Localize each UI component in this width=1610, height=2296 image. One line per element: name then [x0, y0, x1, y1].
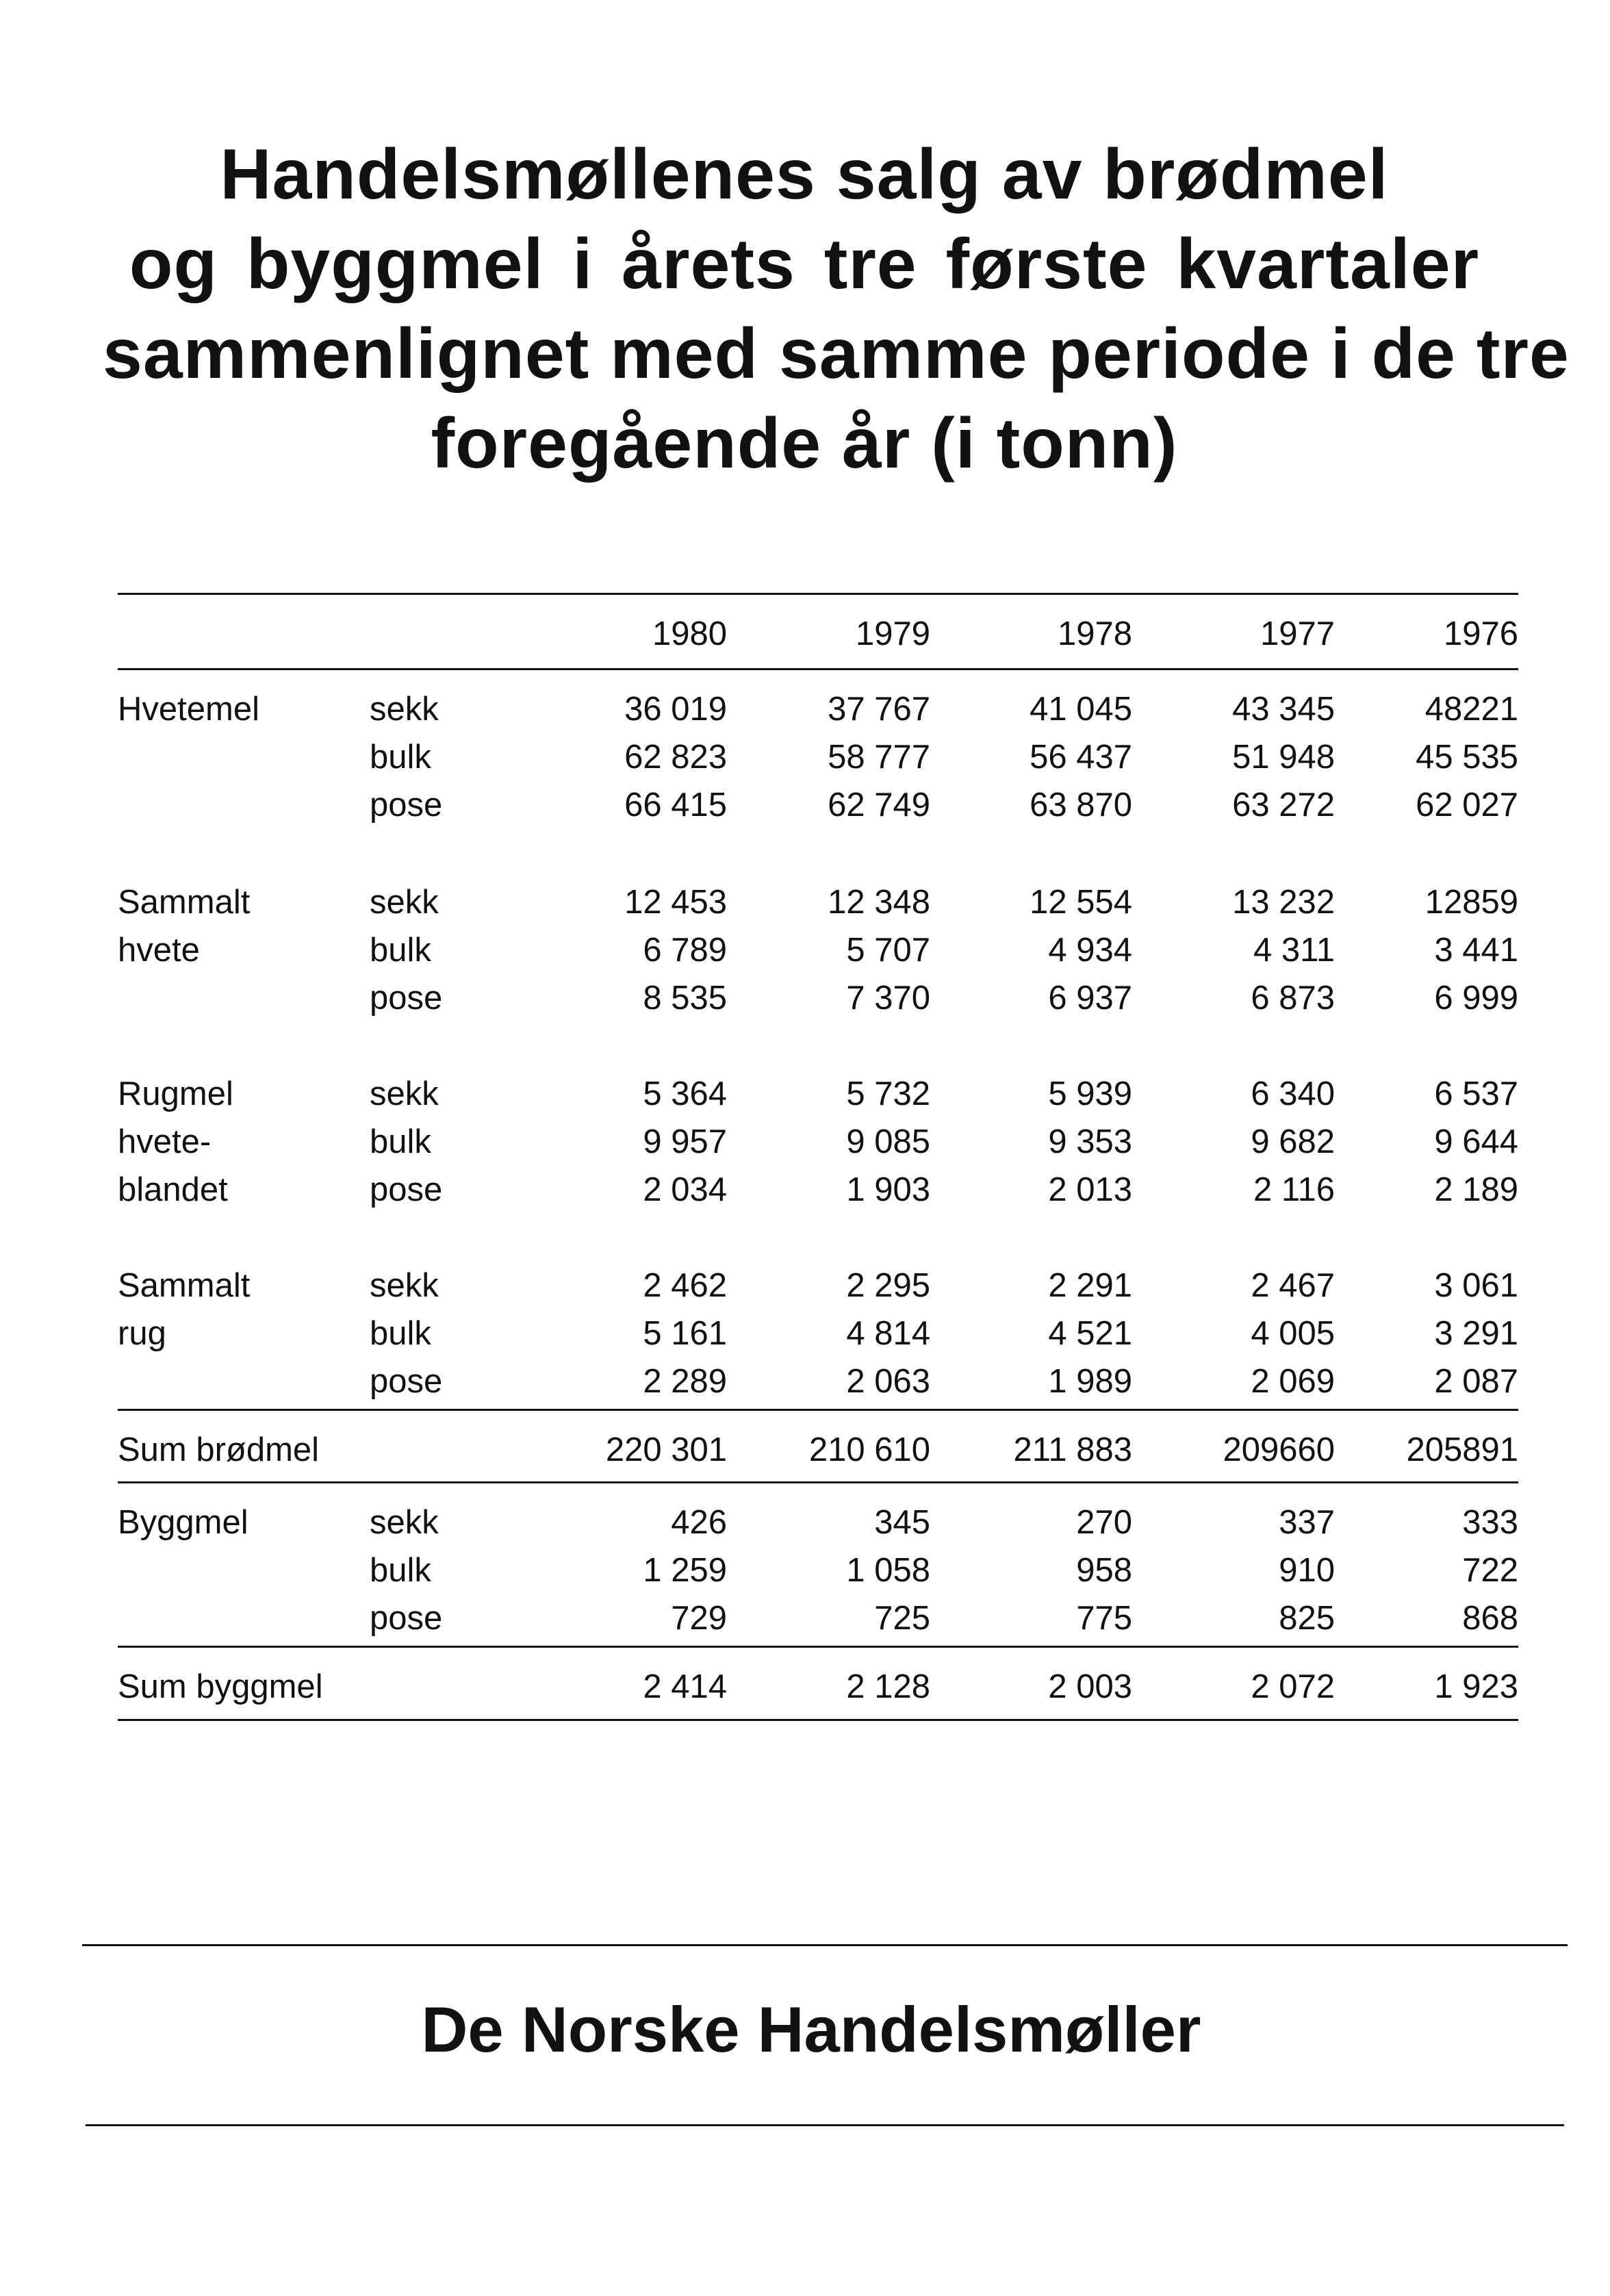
sum-brodmel-value: 211 883 — [1013, 1431, 1132, 1468]
group-label: Byggmel — [118, 1504, 248, 1541]
row-type-label: bulk — [370, 932, 431, 969]
group-label: rug — [118, 1315, 166, 1352]
row-type-label: pose — [370, 1171, 443, 1208]
title-line-3: sammenlignet med samme periode i de tre — [103, 314, 1570, 394]
table-row-value: 3 061 — [1434, 1267, 1518, 1304]
column-header-year: 1976 — [1443, 615, 1518, 652]
row-type-label: sekk — [370, 691, 439, 728]
table-row-value: 2 467 — [1251, 1267, 1335, 1304]
table-row-value: 58 777 — [828, 739, 930, 776]
group-label: hvete- — [118, 1123, 212, 1160]
table-row-value: 5 732 — [846, 1075, 930, 1112]
table-row-value: 51 948 — [1232, 739, 1335, 776]
table-row-value: 6 937 — [1048, 980, 1132, 1017]
group-label: hvete — [118, 932, 200, 969]
group-label: Hvetemel — [118, 691, 259, 728]
table-row-value: 36 019 — [624, 691, 727, 728]
table-row-value: 4 521 — [1048, 1315, 1132, 1352]
row-type-label: sekk — [370, 1504, 439, 1541]
table-rule-top — [118, 593, 1518, 595]
table-row-value: 6 873 — [1251, 980, 1335, 1017]
table-row-value: 910 — [1279, 1552, 1335, 1589]
table-row-value: 2 189 — [1434, 1171, 1518, 1208]
row-type-label: sekk — [370, 1075, 439, 1112]
table-rule-header — [118, 668, 1518, 670]
table-row-value: 66 415 — [624, 787, 727, 824]
table-row-value: 1 259 — [643, 1552, 727, 1589]
row-type-label: sekk — [370, 1267, 439, 1304]
table-row-value: 4 814 — [846, 1315, 930, 1352]
sum-byggmel-value: 2 003 — [1048, 1668, 1132, 1705]
table-row-value: 8 535 — [643, 980, 727, 1017]
title-line-2: og byggmel i årets tre første kvartaler — [129, 225, 1480, 304]
row-type-label: bulk — [370, 1552, 431, 1589]
table-rule-bottom — [118, 1719, 1518, 1721]
table-row-value: 270 — [1076, 1504, 1132, 1541]
table-row-value: 4 934 — [1048, 932, 1132, 969]
table-row-value: 9 644 — [1434, 1123, 1518, 1160]
table-row-value: 2 063 — [846, 1363, 930, 1400]
table-row-value: 722 — [1462, 1552, 1518, 1589]
sum-brodmel-value: 210 610 — [808, 1431, 930, 1468]
table-row-value: 2 034 — [643, 1171, 727, 1208]
sum-brodmel-value: 209660 — [1223, 1431, 1335, 1468]
table-row-value: 9 353 — [1048, 1123, 1132, 1160]
table-row-value: 63 272 — [1232, 787, 1335, 824]
table-row-value: 5 364 — [643, 1075, 727, 1112]
table-row-value: 958 — [1076, 1552, 1132, 1589]
table-row-value: 62 823 — [624, 739, 727, 776]
table-row-value: 345 — [874, 1504, 930, 1541]
table-rule-sum-byggmel-top — [118, 1646, 1518, 1648]
table-row-value: 729 — [671, 1600, 727, 1637]
group-label: Rugmel — [118, 1075, 233, 1112]
table-row-value: 48221 — [1424, 691, 1518, 728]
table-row-value: 43 345 — [1232, 691, 1335, 728]
title-line-4: foregående år (i tonn) — [431, 404, 1178, 483]
table-row-value: 6 789 — [643, 932, 727, 969]
table-row-value: 333 — [1462, 1504, 1518, 1541]
document-title — [103, 130, 1570, 489]
table-row-value: 825 — [1279, 1600, 1335, 1637]
table-row-value: 9 957 — [643, 1123, 727, 1160]
group-label: Sammalt — [118, 884, 251, 921]
table-row-value: 2 462 — [643, 1267, 727, 1304]
column-header-year: 1978 — [1057, 615, 1132, 652]
sum-byggmel-value: 2 128 — [846, 1668, 930, 1705]
sum-byggmel-value: 2 072 — [1251, 1668, 1335, 1705]
table-row-value: 2 069 — [1251, 1363, 1335, 1400]
table-row-value: 37 767 — [828, 691, 930, 728]
table-row-value: 2 291 — [1048, 1267, 1132, 1304]
table-row-value: 12859 — [1424, 884, 1518, 921]
table-row-value: 5 707 — [846, 932, 930, 969]
table-row-value: 2 289 — [643, 1363, 727, 1400]
table-row-value: 337 — [1279, 1504, 1335, 1541]
table-row-value: 725 — [874, 1600, 930, 1637]
table-row-value: 12 453 — [624, 884, 727, 921]
table-row-value: 1 058 — [846, 1552, 930, 1589]
table-row-value: 9 085 — [846, 1123, 930, 1160]
sum-byggmel-label: Sum byggmel — [118, 1668, 323, 1705]
sum-brodmel-value: 205891 — [1406, 1431, 1518, 1468]
table-row-value: 5 939 — [1048, 1075, 1132, 1112]
table-row-value: 6 537 — [1434, 1075, 1518, 1112]
table-row-value: 775 — [1076, 1600, 1132, 1637]
row-type-label: bulk — [370, 1123, 431, 1160]
column-header-year: 1977 — [1260, 615, 1335, 652]
table-row-value: 868 — [1462, 1600, 1518, 1637]
footer-divider-bottom — [86, 2124, 1564, 2126]
table-row-value: 3 291 — [1434, 1315, 1518, 1352]
row-type-label: pose — [370, 1363, 443, 1400]
row-type-label: pose — [370, 1600, 443, 1637]
sum-byggmel-value: 1 923 — [1434, 1668, 1518, 1705]
table-row-value: 63 870 — [1030, 787, 1132, 824]
table-row-value: 4 311 — [1253, 932, 1335, 969]
table-row-value: 7 370 — [846, 980, 930, 1017]
row-type-label: bulk — [370, 739, 431, 776]
table-row-value: 12 554 — [1030, 884, 1132, 921]
row-type-label: pose — [370, 980, 443, 1017]
row-type-label: pose — [370, 787, 443, 824]
footer-divider-top — [82, 1944, 1568, 1946]
title-line-1: Handelsmøllenes salg av brødmel — [220, 135, 1389, 214]
sum-byggmel-value: 2 414 — [643, 1668, 727, 1705]
table-row-value: 2 013 — [1048, 1171, 1132, 1208]
table-row-value: 56 437 — [1030, 739, 1132, 776]
table-row-value: 5 161 — [643, 1315, 727, 1352]
sum-brodmel-label: Sum brødmel — [118, 1431, 320, 1468]
table-row-value: 426 — [671, 1504, 727, 1541]
table-row-value: 41 045 — [1030, 691, 1132, 728]
group-label: Sammalt — [118, 1267, 251, 1304]
sum-brodmel-value: 220 301 — [605, 1431, 727, 1468]
row-type-label: sekk — [370, 884, 439, 921]
table-row-value: 2 295 — [846, 1267, 930, 1304]
table-row-value: 2 116 — [1253, 1171, 1335, 1208]
table-row-value: 12 348 — [828, 884, 930, 921]
table-row-value: 13 232 — [1232, 884, 1335, 921]
table-row-value: 1 903 — [846, 1171, 930, 1208]
table-row-value: 62 749 — [828, 787, 930, 824]
table-row-value: 1 989 — [1048, 1363, 1132, 1400]
table-row-value: 3 441 — [1434, 932, 1518, 969]
row-type-label: bulk — [370, 1315, 431, 1352]
table-rule-sum-brodmel-top — [118, 1409, 1518, 1411]
table-row-value: 2 087 — [1434, 1363, 1518, 1400]
publisher-name: De Norske Handelsmøller — [421, 1993, 1201, 2065]
table-row-value: 62 027 — [1416, 787, 1518, 824]
table-row-value: 9 682 — [1251, 1123, 1335, 1160]
table-row-value: 6 999 — [1434, 980, 1518, 1017]
table-row-value: 45 535 — [1416, 739, 1518, 776]
table-row-value: 6 340 — [1251, 1075, 1335, 1112]
table-row-value: 4 005 — [1251, 1315, 1335, 1352]
group-label: blandet — [118, 1171, 228, 1208]
column-header-year: 1980 — [652, 615, 727, 652]
column-header-year: 1979 — [855, 615, 930, 652]
table-rule-sum-brodmel-bottom — [118, 1481, 1518, 1483]
